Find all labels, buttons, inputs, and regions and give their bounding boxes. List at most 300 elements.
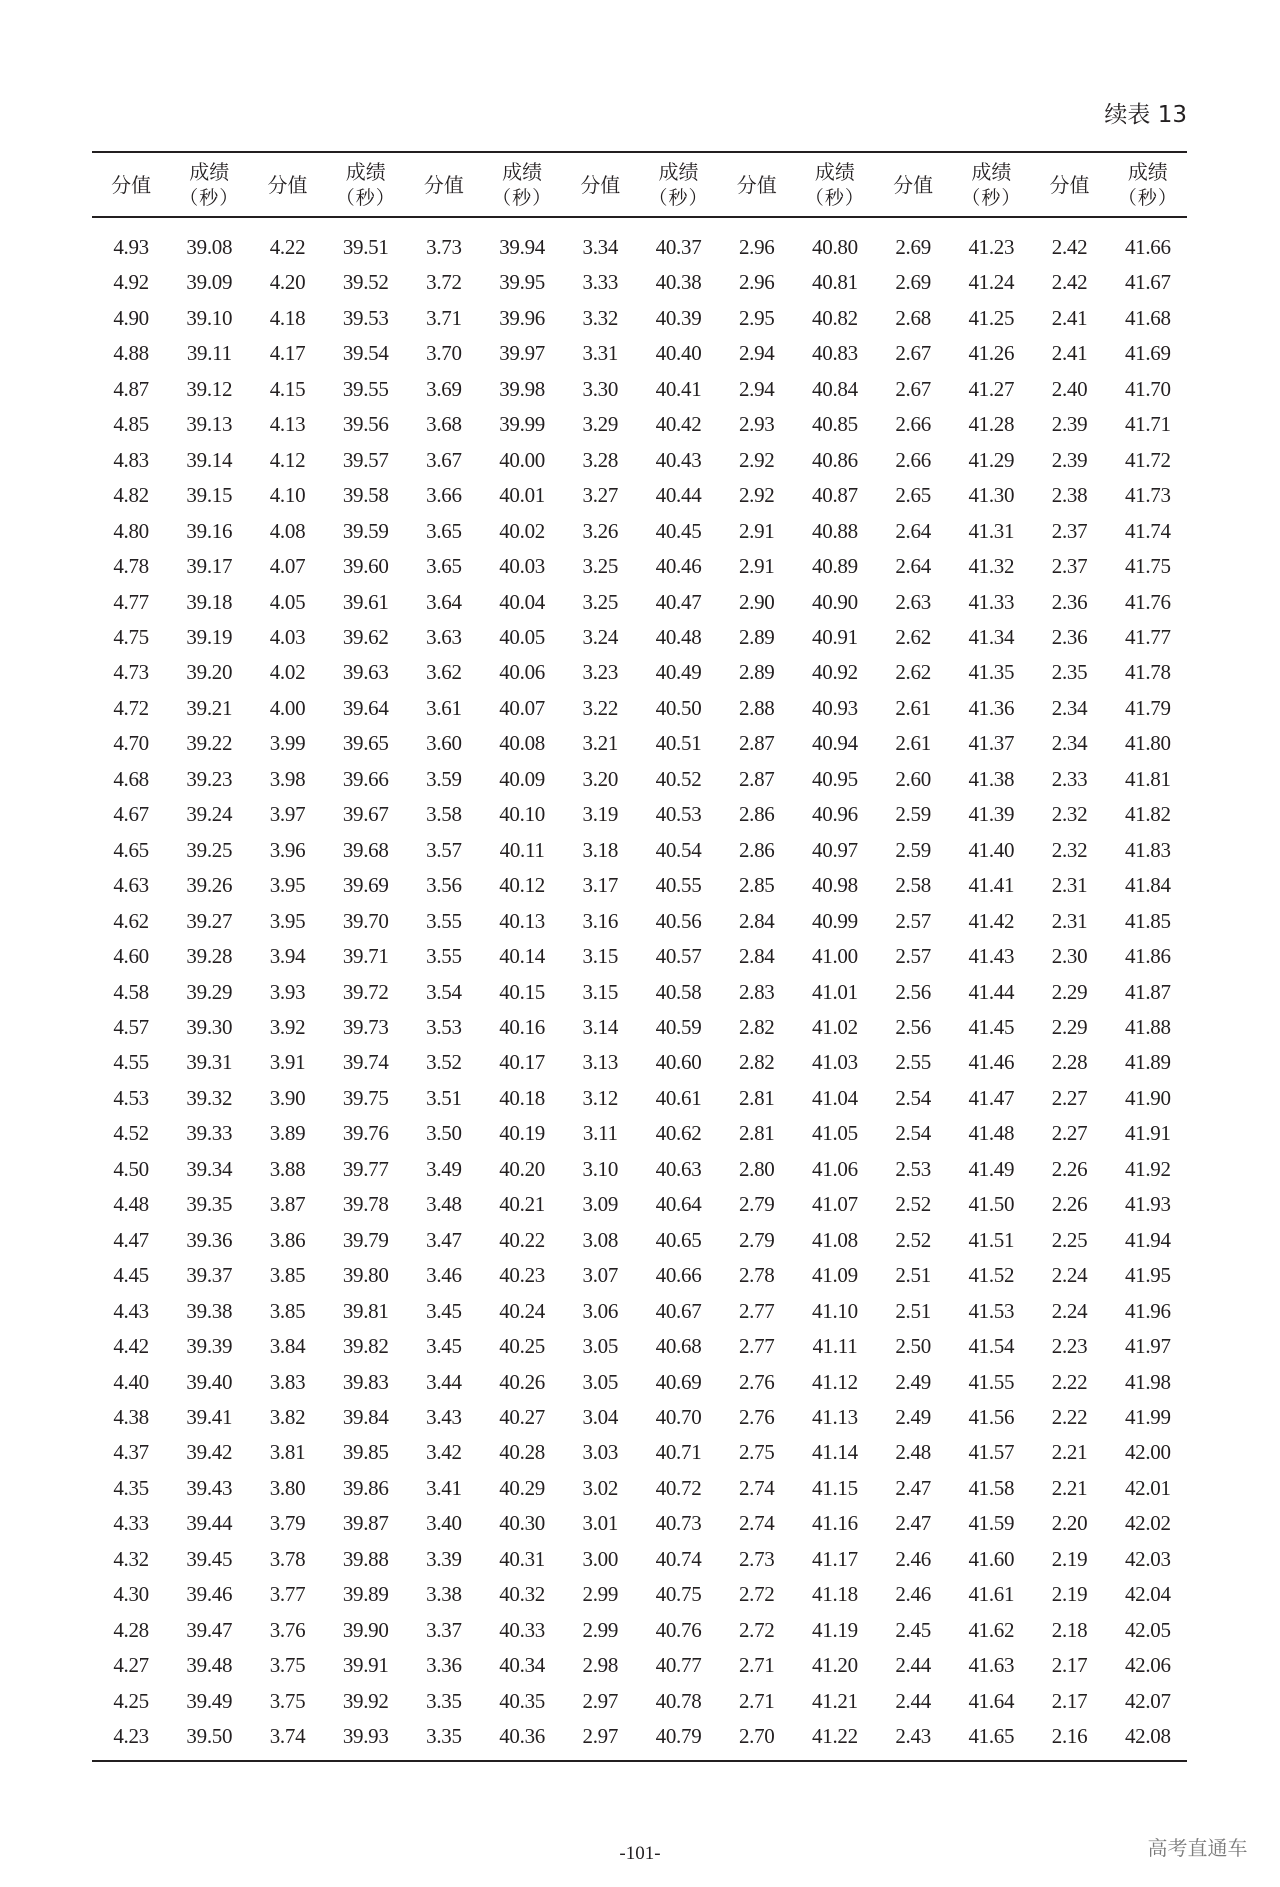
time-cell: 39.40 xyxy=(186,1369,233,1394)
time-cell: 41.23 xyxy=(968,235,1015,259)
time-cell: 39.74 xyxy=(342,1050,389,1075)
time-cell: 39.11 xyxy=(186,341,232,366)
time-cell: 41.65 xyxy=(968,1724,1015,1749)
header-unit: （秒） xyxy=(179,186,240,209)
time-cell: 39.57 xyxy=(342,447,389,472)
time-cell: 42.00 xyxy=(1124,1440,1171,1465)
time-cell: 41.34 xyxy=(968,624,1015,649)
time-cell: 39.37 xyxy=(186,1263,233,1288)
score-cell: 4.77 xyxy=(113,589,149,614)
score-cell: 3.15 xyxy=(582,979,619,1004)
table-row xyxy=(92,372,1187,407)
time-cell: 41.21 xyxy=(812,1688,858,1713)
score-cell: 3.98 xyxy=(269,766,306,791)
time-cell: 40.78 xyxy=(655,1688,702,1713)
score-cell: 3.03 xyxy=(582,1440,619,1465)
time-cell: 40.24 xyxy=(499,1298,545,1323)
time-cell: 41.33 xyxy=(968,589,1015,614)
score-cell: 2.46 xyxy=(895,1582,931,1607)
score-cell: 2.76 xyxy=(738,1404,775,1429)
time-cell: 41.76 xyxy=(1124,589,1171,614)
time-cell: 40.58 xyxy=(655,979,702,1004)
score-cell: 4.72 xyxy=(113,695,149,720)
time-cell: 40.36 xyxy=(499,1724,545,1749)
time-cell: 41.16 xyxy=(812,1511,858,1536)
score-cell: 2.94 xyxy=(738,376,775,401)
score-cell: 2.97 xyxy=(582,1724,619,1749)
score-cell: 3.58 xyxy=(426,802,462,827)
score-cell: 2.31 xyxy=(1051,908,1088,933)
score-cell: 2.91 xyxy=(738,554,775,579)
time-cell: 41.82 xyxy=(1124,802,1171,827)
score-cell: 2.91 xyxy=(738,518,775,543)
score-cell: 3.10 xyxy=(582,1156,619,1181)
time-cell: 42.03 xyxy=(1124,1546,1171,1571)
score-cell: 4.50 xyxy=(113,1156,149,1181)
score-cell: 2.54 xyxy=(895,1085,931,1110)
time-cell: 40.95 xyxy=(812,766,858,791)
time-cell: 39.17 xyxy=(186,554,233,579)
time-cell: 40.22 xyxy=(499,1227,545,1252)
header-label: 成绩 xyxy=(189,159,230,184)
score-cell: 2.55 xyxy=(895,1050,931,1075)
time-cell: 41.19 xyxy=(812,1617,858,1642)
score-cell: 3.51 xyxy=(426,1085,462,1110)
time-cell: 40.45 xyxy=(655,518,702,543)
time-cell: 40.44 xyxy=(655,483,702,508)
time-cell: 40.18 xyxy=(499,1085,545,1110)
score-cell: 2.82 xyxy=(738,1050,775,1075)
score-cell: 3.62 xyxy=(426,660,462,685)
score-cell: 4.83 xyxy=(113,447,149,472)
time-cell: 41.56 xyxy=(968,1404,1015,1429)
score-cell: 2.54 xyxy=(895,1121,931,1146)
time-cell: 39.50 xyxy=(186,1724,233,1749)
time-cell: 39.93 xyxy=(342,1724,389,1749)
time-cell: 40.43 xyxy=(655,447,702,472)
table-header-row xyxy=(92,152,1187,217)
time-cell: 39.49 xyxy=(186,1688,233,1713)
time-cell: 39.44 xyxy=(186,1511,233,1536)
time-cell: 40.30 xyxy=(499,1511,545,1536)
score-cell: 2.31 xyxy=(1051,873,1088,898)
score-cell: 2.52 xyxy=(895,1192,931,1217)
time-cell: 41.11 xyxy=(812,1334,858,1359)
score-cell: 2.63 xyxy=(895,589,931,614)
table-row xyxy=(92,1081,1187,1116)
header-score xyxy=(874,152,952,217)
score-cell: 3.43 xyxy=(426,1404,462,1429)
score-cell: 2.42 xyxy=(1051,270,1088,295)
time-cell: 40.60 xyxy=(655,1050,702,1075)
time-cell: 41.91 xyxy=(1124,1121,1171,1146)
time-cell: 41.31 xyxy=(968,518,1015,543)
time-cell: 41.43 xyxy=(968,944,1015,969)
table-row xyxy=(92,1045,1187,1080)
time-cell: 39.82 xyxy=(342,1334,389,1359)
score-cell: 2.62 xyxy=(895,624,931,649)
score-cell: 2.23 xyxy=(1051,1334,1088,1359)
score-cell: 3.77 xyxy=(269,1582,306,1607)
table-row xyxy=(92,336,1187,371)
score-cell: 4.75 xyxy=(113,624,149,649)
time-cell: 41.03 xyxy=(812,1050,858,1075)
time-cell: 41.93 xyxy=(1124,1192,1171,1217)
time-cell: 41.60 xyxy=(968,1546,1015,1571)
time-cell: 39.95 xyxy=(499,270,545,295)
time-cell: 41.94 xyxy=(1124,1227,1171,1252)
time-cell: 39.52 xyxy=(342,270,389,295)
time-cell: 40.38 xyxy=(655,270,702,295)
score-cell: 3.00 xyxy=(582,1546,619,1571)
time-cell: 39.90 xyxy=(342,1617,389,1642)
header-time xyxy=(639,152,717,217)
table-row xyxy=(92,691,1187,726)
header-score xyxy=(92,152,170,217)
time-cell: 41.50 xyxy=(968,1192,1015,1217)
score-cell: 2.53 xyxy=(895,1156,931,1181)
time-cell: 41.06 xyxy=(812,1156,858,1181)
time-cell: 41.86 xyxy=(1124,944,1171,969)
time-cell: 40.74 xyxy=(655,1546,702,1571)
time-cell: 41.66 xyxy=(1124,235,1171,259)
header-label: 成绩 xyxy=(658,159,699,184)
time-cell: 39.73 xyxy=(342,1014,389,1039)
time-cell: 41.59 xyxy=(968,1511,1015,1536)
score-cell: 3.25 xyxy=(582,589,619,614)
table-row xyxy=(92,904,1187,939)
score-cell: 3.39 xyxy=(426,1546,462,1571)
time-cell: 41.51 xyxy=(968,1227,1015,1252)
time-cell: 40.49 xyxy=(655,660,702,685)
time-cell: 39.59 xyxy=(342,518,389,543)
score-cell: 2.36 xyxy=(1051,589,1088,614)
time-cell: 41.68 xyxy=(1124,305,1171,330)
time-cell: 40.16 xyxy=(499,1014,545,1039)
time-cell: 40.97 xyxy=(812,837,858,862)
score-cell: 2.34 xyxy=(1051,731,1088,756)
time-cell: 41.98 xyxy=(1124,1369,1171,1394)
score-cell: 2.30 xyxy=(1051,944,1088,969)
score-cell: 3.30 xyxy=(582,376,619,401)
time-cell: 40.01 xyxy=(499,483,545,508)
table-row xyxy=(92,549,1187,584)
time-cell: 41.47 xyxy=(968,1085,1015,1110)
header-time xyxy=(483,152,561,217)
table-row xyxy=(92,478,1187,513)
time-cell: 40.68 xyxy=(655,1334,702,1359)
time-cell: 40.64 xyxy=(655,1192,702,1217)
score-cell: 2.79 xyxy=(738,1227,775,1252)
time-cell: 39.14 xyxy=(186,447,233,472)
time-cell: 40.69 xyxy=(655,1369,702,1394)
time-cell: 39.70 xyxy=(342,908,389,933)
time-cell: 39.89 xyxy=(342,1582,389,1607)
table-row xyxy=(92,1294,1187,1329)
score-cell: 2.66 xyxy=(895,447,931,472)
score-cell: 3.53 xyxy=(426,1014,462,1039)
header-label: 成绩 xyxy=(971,159,1012,184)
score-cell: 3.93 xyxy=(269,979,306,1004)
time-cell: 41.46 xyxy=(968,1050,1015,1075)
time-cell: 42.04 xyxy=(1124,1582,1171,1607)
score-cell: 3.61 xyxy=(426,695,462,720)
score-cell: 2.83 xyxy=(738,979,775,1004)
score-cell: 3.01 xyxy=(582,1511,619,1536)
score-cell: 4.48 xyxy=(113,1192,149,1217)
time-cell: 41.40 xyxy=(968,837,1015,862)
time-cell: 40.03 xyxy=(499,554,545,579)
time-cell: 41.02 xyxy=(812,1014,858,1039)
time-cell: 39.16 xyxy=(186,518,233,543)
time-cell: 39.20 xyxy=(186,660,233,685)
time-cell: 39.09 xyxy=(186,270,233,295)
score-cell: 3.45 xyxy=(426,1298,462,1323)
score-cell: 2.58 xyxy=(895,873,931,898)
score-cell: 2.65 xyxy=(895,483,931,508)
score-cell: 4.87 xyxy=(113,376,149,401)
score-cell: 3.60 xyxy=(426,731,462,756)
time-cell: 41.78 xyxy=(1124,660,1171,685)
time-cell: 41.61 xyxy=(968,1582,1015,1607)
score-cell: 2.96 xyxy=(738,270,775,295)
time-cell: 39.23 xyxy=(186,766,233,791)
header-score xyxy=(1030,152,1108,217)
time-cell: 39.25 xyxy=(186,837,233,862)
score-cell: 3.13 xyxy=(582,1050,619,1075)
score-cell: 3.21 xyxy=(582,731,619,756)
table-row xyxy=(92,585,1187,620)
time-cell: 40.50 xyxy=(655,695,702,720)
score-cell: 2.81 xyxy=(738,1085,775,1110)
score-cell: 4.33 xyxy=(113,1511,149,1536)
time-cell: 41.89 xyxy=(1124,1050,1171,1075)
time-cell: 40.29 xyxy=(499,1475,545,1500)
score-cell: 3.45 xyxy=(426,1334,462,1359)
time-cell: 39.67 xyxy=(342,802,389,827)
table-row xyxy=(92,1116,1187,1151)
score-cell: 2.59 xyxy=(895,837,931,862)
score-cell: 4.00 xyxy=(269,695,306,720)
time-cell: 40.04 xyxy=(499,589,545,614)
table-row xyxy=(92,1400,1187,1435)
time-cell: 39.19 xyxy=(186,624,233,649)
score-cell: 4.58 xyxy=(113,979,149,1004)
score-cell: 3.32 xyxy=(582,305,619,330)
page-number: -101- xyxy=(619,1843,661,1864)
time-cell: 39.26 xyxy=(186,873,233,898)
score-cell: 4.37 xyxy=(113,1440,149,1465)
table-row xyxy=(92,1365,1187,1400)
score-cell: 2.59 xyxy=(895,802,931,827)
score-cell: 2.95 xyxy=(738,305,775,330)
time-cell: 40.79 xyxy=(655,1724,702,1749)
time-cell: 40.21 xyxy=(499,1192,545,1217)
time-cell: 39.72 xyxy=(342,979,389,1004)
score-cell: 2.32 xyxy=(1051,837,1088,862)
time-cell: 40.33 xyxy=(499,1617,545,1642)
score-cell: 2.52 xyxy=(895,1227,931,1252)
score-cell: 3.35 xyxy=(426,1688,462,1713)
header-time xyxy=(952,152,1030,217)
header-unit: （秒） xyxy=(804,186,865,209)
table-row xyxy=(92,939,1187,974)
header-label: 分值 xyxy=(580,172,621,197)
table-row xyxy=(92,1258,1187,1293)
score-cell: 3.55 xyxy=(426,908,462,933)
score-cell: 2.86 xyxy=(738,837,775,862)
score-cell: 3.12 xyxy=(582,1085,619,1110)
header-label: 分值 xyxy=(893,172,934,197)
score-cell: 2.36 xyxy=(1051,624,1088,649)
time-cell: 40.93 xyxy=(812,695,858,720)
time-cell: 41.38 xyxy=(968,766,1015,791)
score-cell: 2.56 xyxy=(895,1014,931,1039)
score-cell: 3.48 xyxy=(426,1192,462,1217)
time-cell: 41.01 xyxy=(812,979,858,1004)
score-cell: 4.80 xyxy=(113,518,149,543)
time-cell: 39.86 xyxy=(342,1475,389,1500)
time-cell: 40.94 xyxy=(812,731,858,756)
score-cell: 3.04 xyxy=(582,1404,619,1429)
time-cell: 40.26 xyxy=(499,1369,545,1394)
score-cell: 2.16 xyxy=(1051,1724,1088,1749)
time-cell: 42.07 xyxy=(1124,1688,1171,1713)
score-cell: 2.89 xyxy=(738,660,775,685)
time-cell: 39.63 xyxy=(342,660,389,685)
score-cell: 3.80 xyxy=(269,1475,306,1500)
time-cell: 41.58 xyxy=(968,1475,1015,1500)
time-cell: 39.41 xyxy=(186,1404,233,1429)
time-cell: 39.99 xyxy=(499,412,545,437)
time-cell: 40.00 xyxy=(499,447,545,472)
time-cell: 41.88 xyxy=(1124,1014,1171,1039)
score-conversion-table xyxy=(92,151,1187,1762)
score-cell: 2.71 xyxy=(738,1653,775,1678)
score-cell: 2.18 xyxy=(1051,1617,1088,1642)
time-cell: 41.27 xyxy=(968,376,1015,401)
score-cell: 2.37 xyxy=(1051,518,1088,543)
score-cell: 2.57 xyxy=(895,944,931,969)
time-cell: 41.53 xyxy=(968,1298,1015,1323)
time-cell: 41.71 xyxy=(1124,412,1171,437)
time-cell: 40.57 xyxy=(655,944,702,969)
time-cell: 40.71 xyxy=(655,1440,702,1465)
score-cell: 2.87 xyxy=(738,766,775,791)
header-label: 成绩 xyxy=(345,159,386,184)
time-cell: 39.42 xyxy=(186,1440,233,1465)
header-score xyxy=(248,152,326,217)
time-cell: 41.14 xyxy=(812,1440,858,1465)
score-cell: 2.76 xyxy=(738,1369,775,1394)
score-cell: 3.57 xyxy=(426,837,462,862)
table-row xyxy=(92,620,1187,655)
time-cell: 40.07 xyxy=(499,695,545,720)
time-cell: 40.80 xyxy=(812,235,858,259)
score-cell: 2.45 xyxy=(895,1617,931,1642)
time-cell: 40.05 xyxy=(499,624,545,649)
score-cell: 3.07 xyxy=(582,1263,619,1288)
table-row xyxy=(92,1329,1187,1364)
time-cell: 39.38 xyxy=(186,1298,233,1323)
score-cell: 4.68 xyxy=(113,766,149,791)
time-cell: 39.30 xyxy=(186,1014,233,1039)
score-cell: 2.57 xyxy=(895,908,931,933)
time-cell: 39.08 xyxy=(186,235,233,259)
time-cell: 40.19 xyxy=(499,1121,545,1146)
score-cell: 2.70 xyxy=(738,1724,775,1749)
score-cell: 4.73 xyxy=(113,660,149,685)
score-cell: 4.67 xyxy=(113,802,149,827)
score-cell: 3.74 xyxy=(269,1724,306,1749)
score-cell: 3.41 xyxy=(426,1475,462,1500)
time-cell: 41.28 xyxy=(968,412,1015,437)
score-cell: 3.06 xyxy=(582,1298,619,1323)
score-cell: 3.24 xyxy=(582,624,619,649)
time-cell: 41.80 xyxy=(1124,731,1171,756)
time-cell: 39.15 xyxy=(186,483,233,508)
time-cell: 39.46 xyxy=(186,1582,233,1607)
time-cell: 39.62 xyxy=(342,624,389,649)
time-cell: 40.23 xyxy=(499,1263,545,1288)
score-cell: 2.28 xyxy=(1051,1050,1088,1075)
score-cell: 3.65 xyxy=(426,554,462,579)
score-cell: 3.02 xyxy=(582,1475,619,1500)
score-cell: 2.60 xyxy=(895,766,931,791)
time-cell: 40.32 xyxy=(499,1582,545,1607)
score-cell: 2.39 xyxy=(1051,447,1088,472)
score-cell: 3.66 xyxy=(426,483,462,508)
score-cell: 4.03 xyxy=(269,624,306,649)
time-cell: 40.66 xyxy=(655,1263,702,1288)
time-cell: 41.73 xyxy=(1124,483,1171,508)
score-cell: 3.11 xyxy=(582,1121,618,1146)
time-cell: 40.87 xyxy=(812,483,858,508)
time-cell: 41.70 xyxy=(1124,376,1171,401)
score-cell: 3.34 xyxy=(582,235,619,259)
time-cell: 42.06 xyxy=(1124,1653,1171,1678)
time-cell: 41.41 xyxy=(968,873,1015,898)
score-cell: 3.59 xyxy=(426,766,462,791)
time-cell: 40.48 xyxy=(655,624,702,649)
score-cell: 2.49 xyxy=(895,1404,931,1429)
score-cell: 2.92 xyxy=(738,483,775,508)
table-row xyxy=(92,443,1187,478)
time-cell: 39.36 xyxy=(186,1227,233,1252)
time-cell: 40.35 xyxy=(499,1688,545,1713)
score-cell: 2.39 xyxy=(1051,412,1088,437)
score-cell: 3.81 xyxy=(269,1440,306,1465)
score-cell: 2.44 xyxy=(895,1653,931,1678)
score-cell: 2.93 xyxy=(738,412,775,437)
time-cell: 41.30 xyxy=(968,483,1015,508)
time-cell: 41.42 xyxy=(968,908,1015,933)
time-cell: 40.90 xyxy=(812,589,858,614)
time-cell: 41.99 xyxy=(1124,1404,1171,1429)
header-time xyxy=(1109,152,1187,217)
score-cell: 3.82 xyxy=(269,1404,306,1429)
score-cell: 3.27 xyxy=(582,483,619,508)
time-cell: 39.81 xyxy=(342,1298,389,1323)
score-cell: 2.74 xyxy=(738,1511,775,1536)
score-cell: 3.99 xyxy=(269,731,306,756)
time-cell: 39.35 xyxy=(186,1192,233,1217)
score-cell: 4.93 xyxy=(113,235,149,259)
time-cell: 41.90 xyxy=(1124,1085,1171,1110)
score-cell: 2.69 xyxy=(895,270,931,295)
score-cell: 4.27 xyxy=(113,1653,149,1678)
time-cell: 39.54 xyxy=(342,341,389,366)
